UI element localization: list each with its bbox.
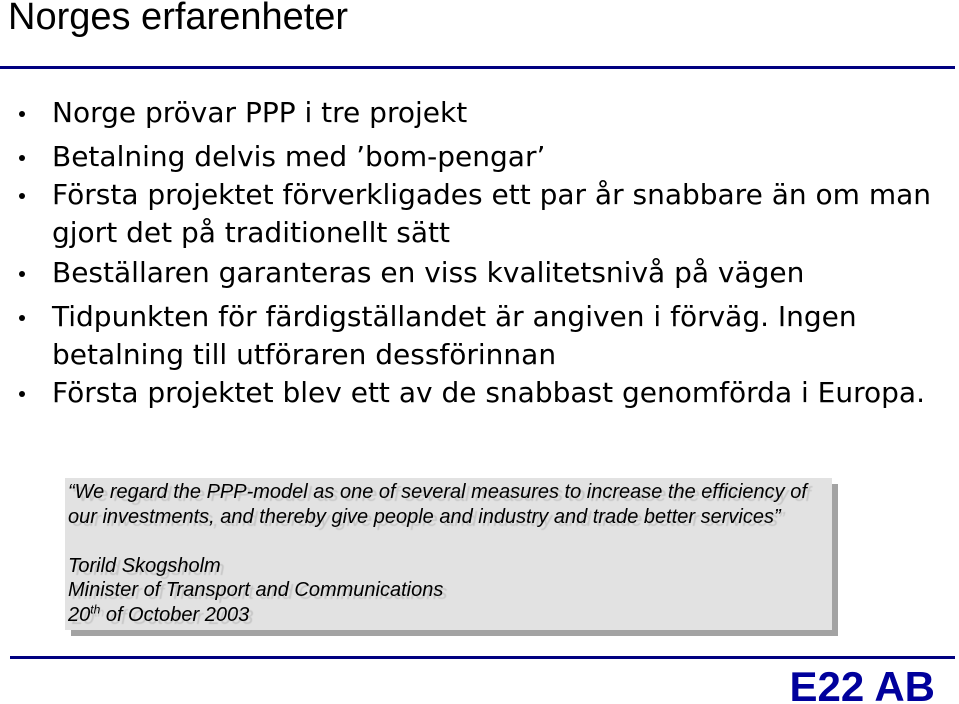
quote-author-title: Minister of Transport and Communications	[68, 579, 444, 601]
bullet-item	[52, 254, 952, 292]
quote-author: Torild Skogsholm	[68, 554, 221, 577]
bullet-marker	[19, 193, 25, 199]
date-rest: of October 2003	[100, 603, 250, 626]
date-suffix: th	[90, 601, 101, 616]
bullet-text: Beställaren garanteras en viss kvalitetsnivå på vägen	[52, 256, 805, 289]
bullet-marker	[19, 111, 25, 117]
slide-title: Norges erfarenheter	[8, 0, 349, 38]
company-brand-text: E22 AB	[789, 663, 935, 704]
bullet-item	[52, 94, 952, 132]
quote-box	[65, 478, 832, 630]
bullet-marker	[19, 315, 25, 321]
bullet-marker	[19, 155, 25, 161]
title-divider	[0, 66, 955, 69]
quote-date	[68, 603, 832, 628]
quote-spacer	[68, 529, 832, 554]
bullet-text: Betalning delvis med ’bom-pengar’	[52, 140, 546, 173]
bullet-marker	[19, 391, 25, 397]
quote-text: “We regard the PPP-model as one of several measures to increase the efficiency of our investments, and thereby give people and industry and trade better services”	[68, 481, 807, 528]
bullet-item	[52, 138, 952, 176]
bullet-text: Första projektet förverkligades ett par år snabbare än om man gjort det på traditionellt sätt	[52, 178, 931, 249]
bullet-text: Första projektet blev ett av de snabbast genomförda i Europa.	[52, 376, 925, 409]
footer-divider	[10, 656, 955, 659]
bullet-text: Norge prövar PPP i tre projekt	[52, 96, 468, 129]
bullet-item	[52, 374, 952, 412]
date-day: 20	[68, 603, 91, 626]
bullet-marker	[19, 271, 25, 277]
bullet-item	[52, 298, 952, 374]
bullet-item	[52, 176, 952, 252]
bullet-text: Tidpunkten för färdigställandet är angiven i förväg. Ingen betalning till utföraren dessförinnan	[52, 300, 857, 371]
